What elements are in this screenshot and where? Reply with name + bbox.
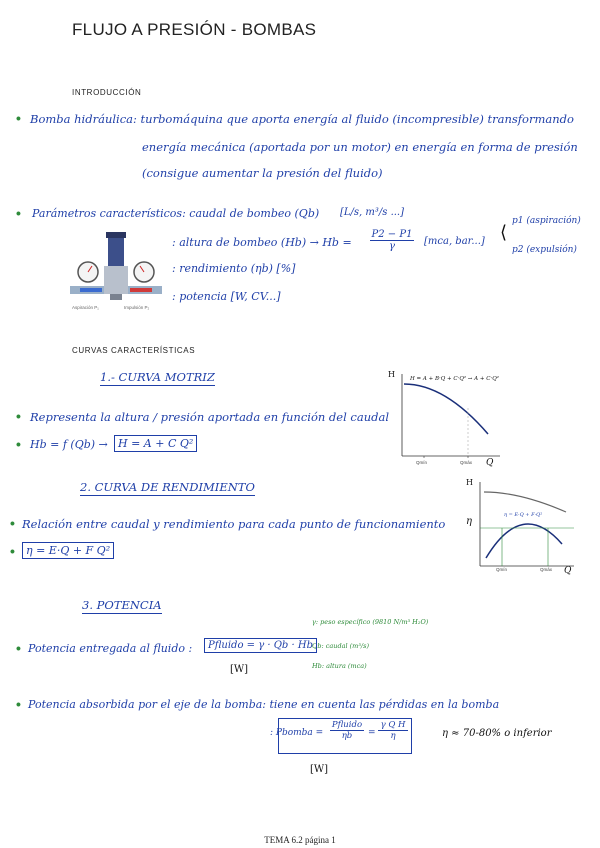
bullet: •	[10, 543, 15, 559]
graph2-eta-label: η	[466, 516, 472, 527]
curva1-line: Representa la altura / presión aportada en función del caudal	[30, 410, 390, 424]
curva1-eq-box: H = A + C Q²	[114, 435, 197, 452]
legend-altura: Hb: altura (mca)	[312, 662, 367, 670]
curva-motriz-graph	[390, 370, 520, 470]
intro-line-1: Bomba hidráulica: turbomáquina que aporta energía al fluido (incompresible) transformando	[30, 112, 574, 126]
bullet: •	[16, 696, 21, 712]
graph1-tick-2: Qmáx	[460, 460, 473, 465]
intro-line-2: energía mecánica (aportada por un motor) en energía en forma de presión	[142, 140, 578, 154]
bullet: •	[16, 110, 21, 126]
pump-caption-right: Impulsión P₂	[124, 305, 150, 310]
eq2-den-2: η	[390, 731, 396, 741]
curva2-line: Relación entre caudal y rendimiento para cada punto de funcionamiento	[22, 517, 446, 531]
p1-label: p1 (aspiración)	[512, 216, 581, 226]
graph1-tick-1: Qmín	[416, 460, 428, 465]
altura-units: [mca, bar...]	[424, 236, 485, 247]
bullet: •	[16, 408, 21, 424]
potencia-fluido-eq: Pfluido = γ · Qb · Hb	[204, 638, 317, 653]
params-units: [L/s, m³/s ...]	[340, 207, 405, 218]
eq2-lhs: : Pbomba =	[270, 728, 324, 738]
section-heading-curvas: CURVAS CARACTERÍSTICAS	[72, 346, 196, 355]
legend-caudal: Qb: caudal (m³/s)	[312, 642, 369, 650]
page-title: FLUJO A PRESIÓN - BOMBAS	[72, 20, 317, 39]
section-heading-intro: INTRODUCCIÓN	[72, 88, 142, 97]
altura-line: : altura de bombeo (Hb) → Hb =	[172, 236, 352, 249]
curva2-eq-box: η = E·Q + F Q²	[22, 542, 114, 559]
graph1-eq: H = A + B·Q + C·Q² → A + C·Q²	[410, 376, 499, 382]
eq2-box	[278, 718, 412, 754]
eq2-equals: =	[368, 728, 376, 738]
curva-rendimiento-graph	[470, 478, 580, 576]
curva2-heading: 2. CURVA DE RENDIMIENTO	[80, 480, 255, 494]
graph2-y-label: H	[466, 478, 473, 487]
graph2-tick-2: Qmáx	[540, 567, 553, 572]
intro-line-3: (consigue aumentar la presión del fluido)	[142, 166, 383, 180]
altura-numerator: P2 − P1	[371, 229, 413, 240]
graph2-tick-1: Qmín	[496, 567, 508, 572]
eta-note: η ≈ 70-80% o inferior	[442, 728, 552, 739]
graph2-eq: η = E·Q + F·Q²	[504, 512, 543, 518]
params-label: Parámetros característicos: caudal de bombeo (Qb)	[32, 207, 320, 220]
graph1-y-label: H	[388, 370, 395, 379]
bullet: •	[16, 640, 21, 656]
potencia-bomba-eq	[270, 718, 410, 754]
unit-w-2: [W]	[310, 764, 329, 775]
brace-icon: ⟨	[500, 222, 508, 243]
curva3-heading: 3. POTENCIA	[82, 598, 162, 612]
potencia-line: : potencia [W, CV...]	[172, 290, 281, 303]
altura-denominator: γ	[389, 241, 395, 252]
page-footer: TEMA 6.2 página 1	[264, 835, 336, 845]
eq2-den-1: ηb	[341, 731, 353, 741]
eq2-num-2: γ Q H	[378, 720, 408, 731]
rendimiento-line: : rendimiento (ηb) [%]	[172, 262, 296, 275]
eq2-num-1: Pfluido	[331, 720, 363, 730]
pump-caption-left: Aspiración P₁	[72, 305, 99, 310]
bullet: •	[10, 515, 15, 531]
graph1-x-label: Q	[486, 458, 494, 468]
potencia-fluido-line: Potencia entregada al fluido :	[28, 642, 193, 655]
curva1-eq-lhs: Hb = f (Qb) →	[30, 438, 108, 451]
graph2-x-label: Q	[564, 566, 572, 576]
bullet: •	[16, 205, 21, 221]
p2-label: p2 (expulsión)	[512, 245, 577, 255]
potencia-bomba-line: Potencia absorbida por el eje de la bomba: tiene en cuenta las pérdidas en la bomba	[28, 698, 500, 711]
altura-fraction	[370, 229, 414, 252]
bullet: •	[16, 436, 21, 452]
legend-gamma: γ: peso específico (9810 N/m³ H₂O)	[312, 618, 429, 626]
unit-w-1: [W]	[230, 664, 249, 675]
curva1-heading: 1.- CURVA MOTRIZ	[100, 370, 215, 384]
